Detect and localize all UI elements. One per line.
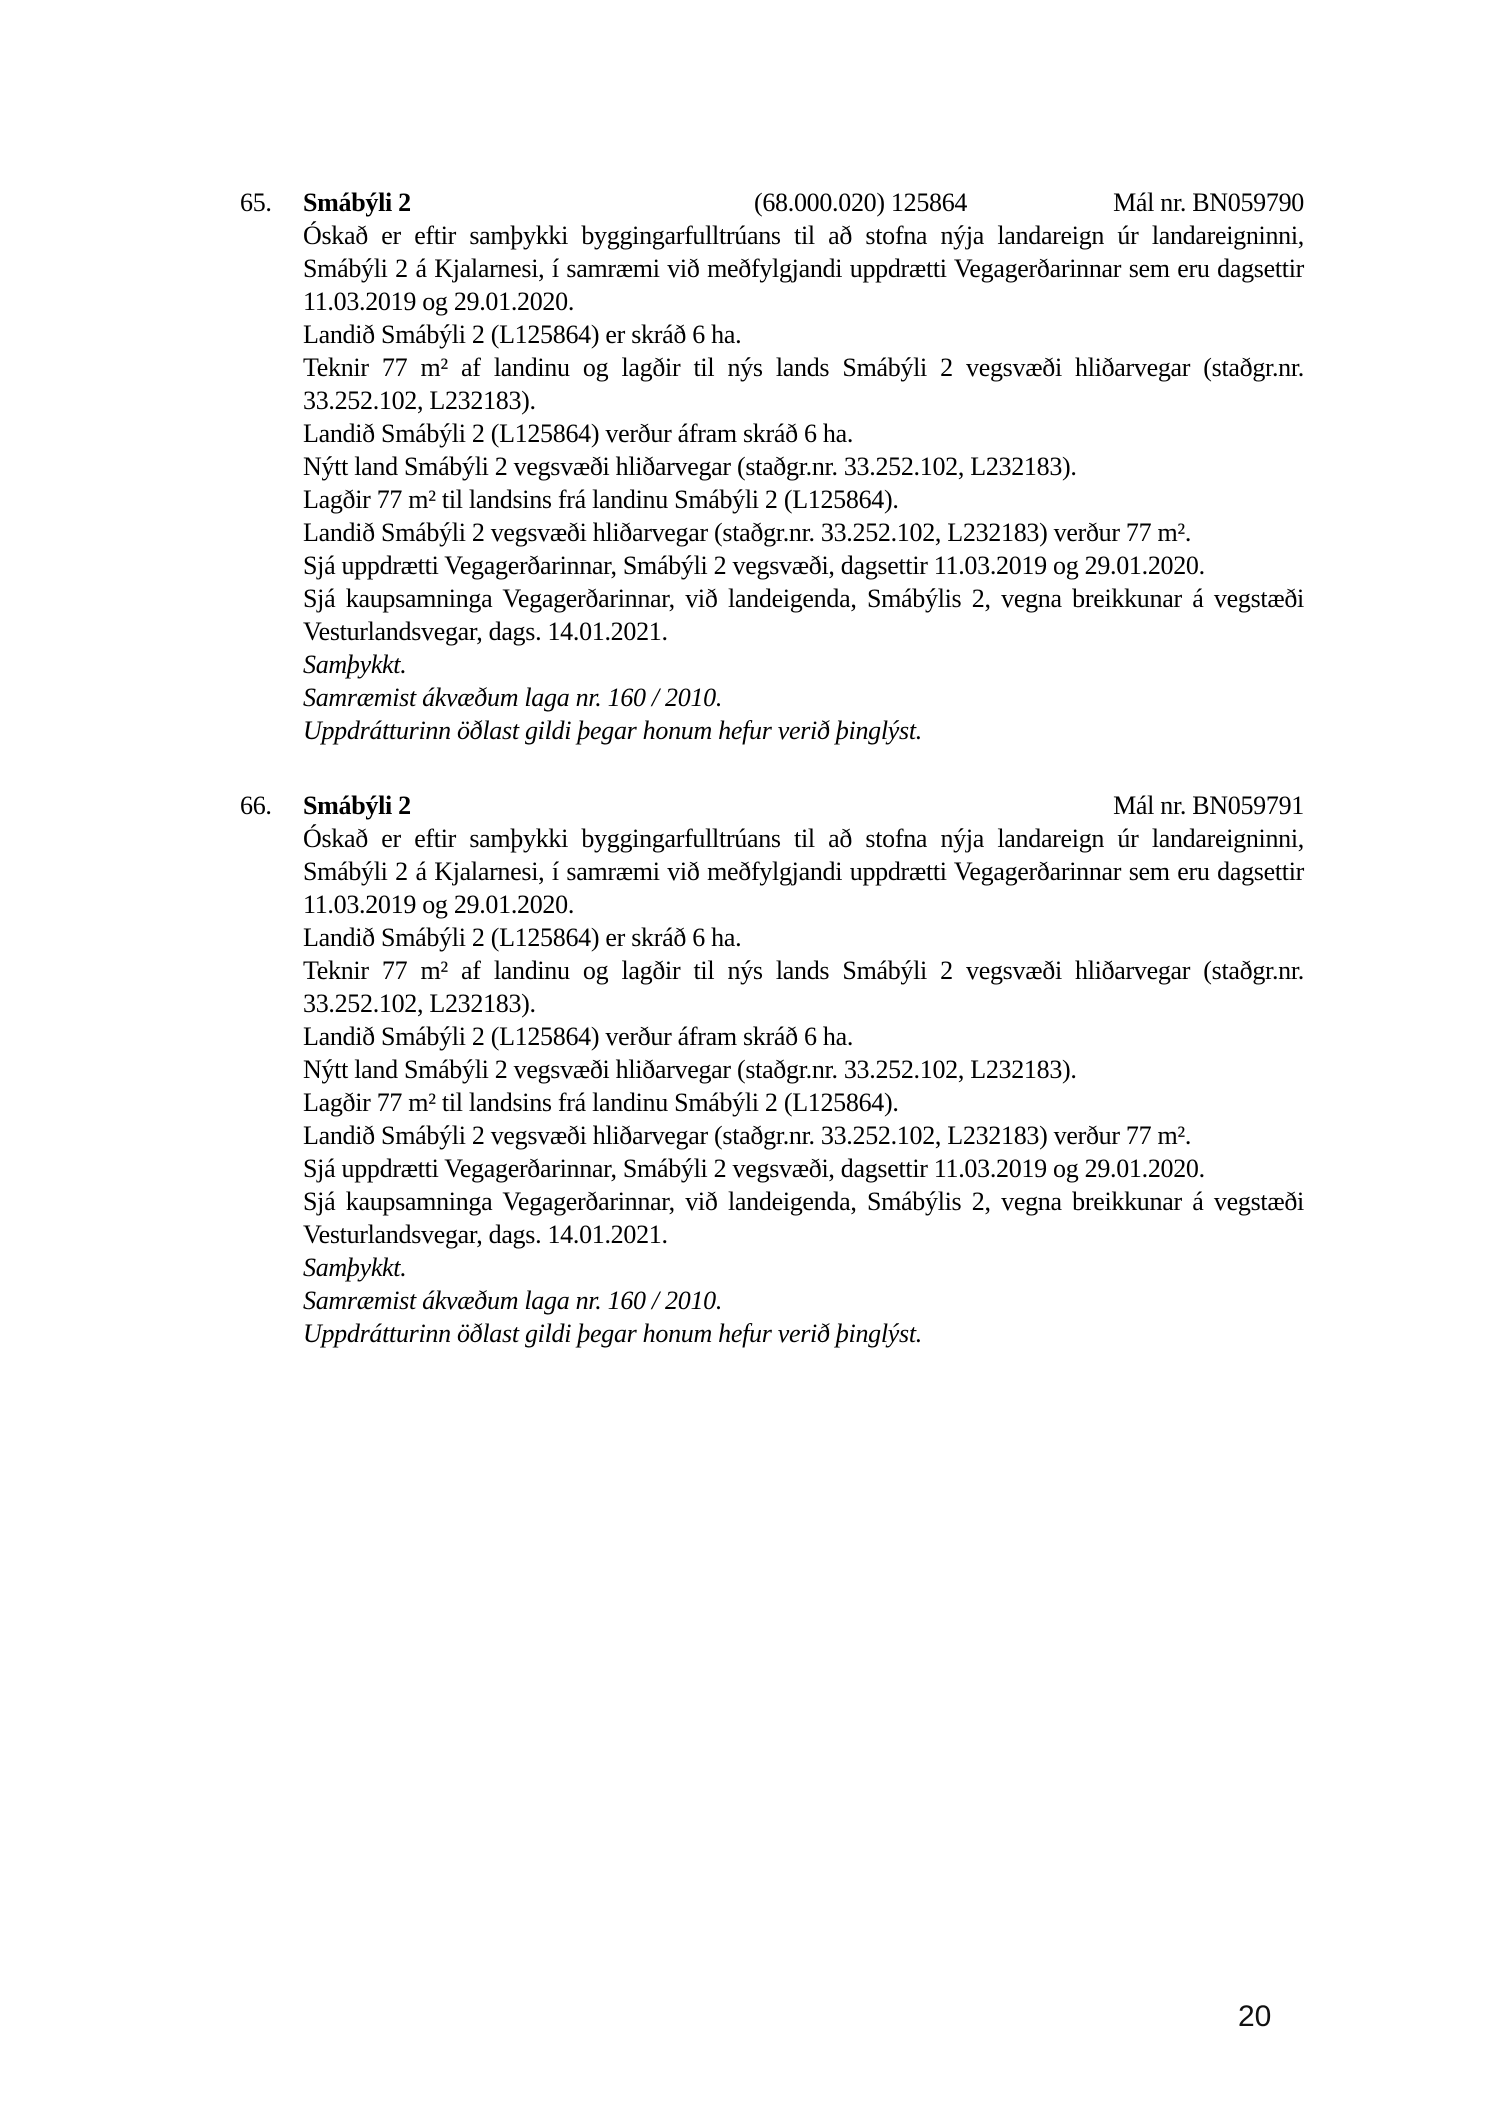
resolution-note: Samræmist ákvæðum laga nr. 160 / 2010.	[303, 683, 723, 712]
item-number: 65.	[240, 188, 272, 217]
item-title: Smábýli 2	[303, 188, 411, 217]
page-number: 20	[1238, 2000, 1272, 2033]
item-paragraph: Sjá uppdrætti Vegagerðarinnar, Smábýli 2 vegsvæði, dagsettir 11.03.2019 og 29.01.2020.	[303, 1154, 1205, 1183]
item-paragraph: Nýtt land Smábýli 2 vegsvæði hliðarvegar (staðgr.nr. 33.252.102, L232183).	[303, 452, 1077, 481]
item-paragraph: Teknir 77 m² af landinu og lagðir til nýs lands Smábýli 2 vegsvæði hliðarvegar (staðgr.nr. 33.252.102, L232183).	[303, 956, 1304, 1018]
case-number: Mál nr. BN059791	[1113, 791, 1304, 820]
item-header	[240, 186, 1304, 219]
item-paragraph: Lagðir 77 m² til landsins frá landinu Smábýli 2 (L125864).	[303, 485, 899, 514]
item-paragraph: Sjá kaupsamninga Vegagerðarinnar, við landeigenda, Smábýlis 2, vegna breikkunar á vegstæði Vesturlandsvegar, dags. 14.01.2021.	[303, 1187, 1304, 1249]
item-paragraph: Óskað er eftir samþykki byggingarfulltrúans til að stofna nýja landareign úr landareigninni, Smábýli 2 á Kjalarnesi, í samræmi við meðfylgjandi uppdrætti Vegagerðarinnar sem eru dagsettir 11.03.2019 og 29.01.2020.	[303, 221, 1304, 316]
item-body	[303, 219, 1304, 747]
item-paragraph: Landið Smábýli 2 (L125864) er skráð 6 ha.	[303, 320, 742, 349]
resolution-note: Samþykkt.	[303, 650, 407, 679]
item-paragraph: Óskað er eftir samþykki byggingarfulltrúans til að stofna nýja landareign úr landareigninni, Smábýli 2 á Kjalarnesi, í samræmi við meðfylgjandi uppdrætti Vegagerðarinnar sem eru dagsettir 11.03.2019 og 29.01.2020.	[303, 824, 1304, 919]
item-paragraph: Sjá uppdrætti Vegagerðarinnar, Smábýli 2 vegsvæði, dagsettir 11.03.2019 og 29.01.2020.	[303, 551, 1205, 580]
item-title: Smábýli 2	[303, 791, 411, 820]
case-number: Mál nr. BN059790	[1113, 188, 1304, 217]
minutes-content	[240, 186, 1304, 1392]
item-reference: (68.000.020) 125864	[754, 188, 968, 217]
resolution-note: Samþykkt.	[303, 1253, 407, 1282]
item-paragraph: Teknir 77 m² af landinu og lagðir til nýs lands Smábýli 2 vegsvæði hliðarvegar (staðgr.nr. 33.252.102, L232183).	[303, 353, 1304, 415]
resolution-note: Uppdrátturinn öðlast gildi þegar honum hefur verið þinglýst.	[303, 716, 922, 745]
item-paragraph: Landið Smábýli 2 vegsvæði hliðarvegar (staðgr.nr. 33.252.102, L232183) verður 77 m².	[303, 518, 1192, 547]
item-number: 66.	[240, 791, 272, 820]
resolution-note: Samræmist ákvæðum laga nr. 160 / 2010.	[303, 1286, 723, 1315]
item-header	[240, 789, 1304, 822]
item-paragraph: Landið Smábýli 2 (L125864) er skráð 6 ha.	[303, 923, 742, 952]
item-paragraph: Landið Smábýli 2 (L125864) verður áfram skráð 6 ha.	[303, 419, 854, 448]
item-paragraph: Landið Smábýli 2 (L125864) verður áfram skráð 6 ha.	[303, 1022, 854, 1051]
item-paragraph: Nýtt land Smábýli 2 vegsvæði hliðarvegar (staðgr.nr. 33.252.102, L232183).	[303, 1055, 1077, 1084]
resolution-note: Uppdrátturinn öðlast gildi þegar honum hefur verið þinglýst.	[303, 1319, 922, 1348]
item-paragraph: Sjá kaupsamninga Vegagerðarinnar, við landeigenda, Smábýlis 2, vegna breikkunar á vegstæði Vesturlandsvegar, dags. 14.01.2021.	[303, 584, 1304, 646]
agenda-item-65	[240, 186, 1304, 747]
agenda-item-66	[240, 789, 1304, 1350]
item-body	[303, 822, 1304, 1350]
item-paragraph: Landið Smábýli 2 vegsvæði hliðarvegar (staðgr.nr. 33.252.102, L232183) verður 77 m².	[303, 1121, 1192, 1150]
item-paragraph: Lagðir 77 m² til landsins frá landinu Smábýli 2 (L125864).	[303, 1088, 899, 1117]
